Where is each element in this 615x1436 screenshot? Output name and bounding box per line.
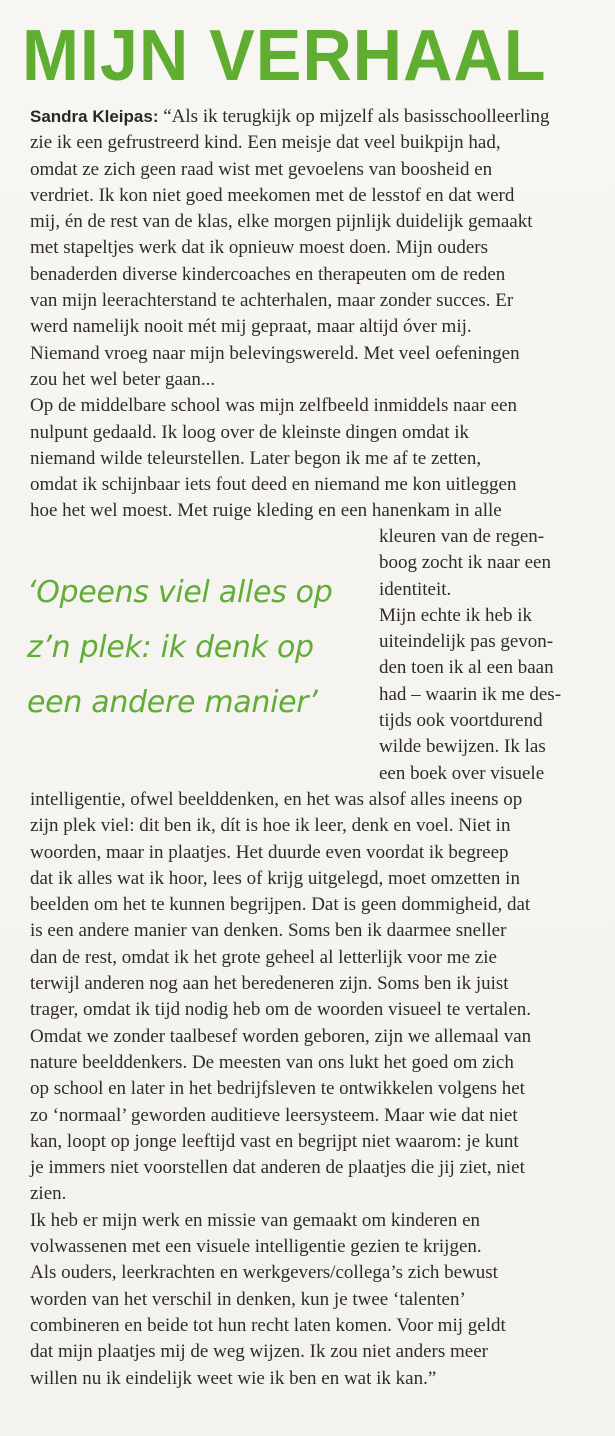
article-line: een boek over visuele [379, 762, 545, 784]
article-line: is een andere manier van denken. Soms ben ik daarmee sneller [30, 920, 507, 942]
article-line: niemand wilde teleurstellen. Later begon ik me af te zetten, [30, 447, 482, 469]
article-line: worden van het verschil in denken, kun je twee ‘talenten’ [30, 1288, 466, 1310]
article-line: zijn plek viel: dit ben ik, dít is hoe ik leer, denk en voel. Niet in [30, 815, 511, 837]
article-line: verdriet. Ik kon niet goed meekomen met de lesstof en dat werd [30, 184, 515, 206]
article-line: van mijn leerachterstand te achterhalen, maar zonder succes. Er [30, 290, 514, 312]
speaker-name: Sandra Kleipas: [30, 107, 159, 126]
intro-text: “Als ik terugkijk op mijzelf als basisschoolleerling [158, 106, 550, 127]
article-line: zie ik een gefrustreerd kind. Een meisje dat veel buikpijn had, [30, 132, 501, 154]
article-line: Op de middelbare school was mijn zelfbeeld inmiddels naar een [30, 395, 517, 417]
article-line: kleuren van de regen- [379, 526, 545, 547]
article-line: nature beelddenkers. De meesten van ons lukt het goed om zich [30, 1051, 514, 1073]
pull-quote [27, 565, 357, 730]
article-line: Mijn echte ik heb ik [379, 604, 533, 626]
article-line: dan de rest, omdat ik het grote geheel al letterlijk voor me zie [30, 946, 497, 968]
article-line: kan, loopt op jonge leeftijd vast en begrijpt niet waarom: je kunt [30, 1130, 519, 1152]
pull-quote-line: een andere manier’ [27, 685, 318, 720]
article-line: benaderden diverse kindercoaches en therapeuten om de reden [30, 263, 506, 285]
pull-quote-line: z’n plek: ik denk op [27, 630, 314, 665]
page-title: MIJN VERHAAL [22, 16, 547, 96]
article-line: volwassenen met een visuele intelligentie gezien te krijgen. [30, 1236, 482, 1258]
article-top-lines [30, 130, 600, 524]
article-line: zou het wel beter gaan... [30, 368, 216, 390]
article-line: op school en later in het bedrijfsleven te ontwikkelen volgens het [30, 1078, 525, 1100]
article-line: zien. [30, 1183, 67, 1205]
article-line: wilde bewijzen. Ik las [379, 736, 546, 758]
article-line: terwijl anderen nog aan het beredeneren zijn. Soms ben ik juist [30, 973, 509, 995]
pull-quote-lines [27, 565, 357, 730]
article-line: hoe het wel moest. Met ruige kleding en een hanenkam in alle [30, 500, 502, 522]
article-column-lines [379, 524, 604, 787]
article-line: zo ‘normaal’ geworden auditieve leersysteem. Maar wie dat niet [30, 1104, 518, 1126]
article-line: intelligentie, ofwel beelddenken, en het was alsof alles ineens op [30, 789, 523, 810]
article-line: mij, én de rest van de klas, elke morgen pijnlijk duidelijk gemaakt [30, 211, 533, 233]
article-line: tijds ook voortdurend [379, 710, 543, 732]
article-line: combineren en beide tot hun recht laten komen. Voor mij geldt [30, 1314, 506, 1336]
article-line: woorden, maar in plaatjes. Het duurde even voordat ik begreep [30, 841, 509, 863]
article-line: omdat ze zich geen raad wist met gevoelens van boosheid en [30, 158, 493, 180]
article-line: Niemand vroeg naar mijn belevingswereld. Met veel oefeningen [30, 342, 520, 364]
article-line: Als ouders, leerkrachten en werkgevers/collega’s zich bewust [30, 1262, 498, 1284]
article-line: had – waarin ik me des- [379, 683, 562, 705]
article-narrow-column [379, 524, 604, 787]
pull-quote-line: ‘Opeens viel alles op [27, 575, 333, 610]
article-line: trager, omdat ik tijd nodig heb om de woorden visueel te vertalen. [30, 999, 532, 1021]
article-line: met stapeltjes werk dat ik opnieuw moest doen. Mijn ouders [30, 237, 489, 259]
article-intro [30, 104, 600, 525]
article-line: nulpunt gedaald. Ik loog over de kleinste dingen omdat ik [30, 421, 470, 443]
article-line: je immers niet voorstellen dat anderen de plaatjes die jij ziet, niet [30, 1157, 525, 1179]
article-line: den toen ik al een baan [379, 657, 554, 679]
article-line: werd namelijk nooit mét mij gepraat, maar altijd óver mij. [30, 316, 472, 338]
article-line: willen nu ik eindelijk weet wie ik ben en wat ik kan.” [30, 1367, 437, 1389]
article-line: identiteit. [379, 578, 452, 600]
article-line: Ik heb er mijn werk en missie van gemaakt om kinderen en [30, 1209, 481, 1231]
article-line: dat mijn plaatjes mij de weg wijzen. Ik zou niet anders meer [30, 1341, 488, 1363]
intro-first-line [30, 104, 600, 130]
article-line: dat ik alles wat ik hoor, lees of krijg uitgelegd, moet omzetten in [30, 867, 520, 889]
article-line: uiteindelijk pas gevon- [379, 631, 554, 653]
article-line: beelden om het te kunnen begrijpen. Dat is geen dommigheid, dat [30, 894, 531, 916]
article-line: boog zocht ik naar een [379, 552, 551, 574]
article-bottom [30, 787, 600, 1392]
article-line: Omdat we zonder taalbesef worden geboren, zijn we allemaal van [30, 1025, 532, 1047]
article-line: omdat ik schijnbaar iets fout deed en niemand me kon uitleggen [30, 474, 517, 496]
article-bottom-lines [30, 787, 600, 1392]
